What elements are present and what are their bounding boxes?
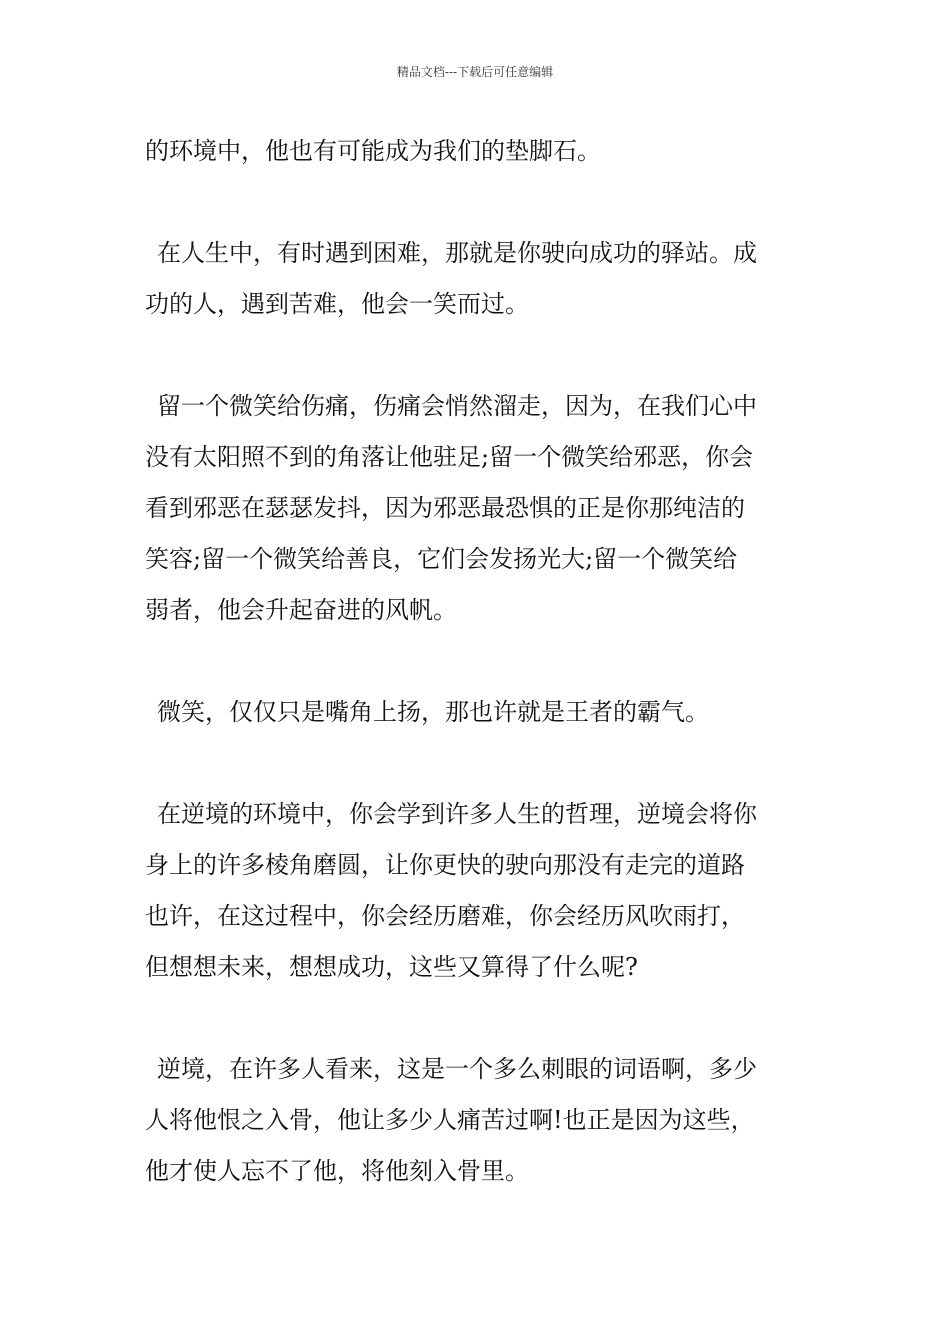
text-line: 的环境中，他也有可能成为我们的垫脚石。: [145, 137, 601, 165]
text-line: 微笑，仅仅只是嘴角上扬，那也许就是王者的霸气。: [157, 698, 709, 726]
text-line: 但想想未来，想想成功，这些又算得了什么呢?: [145, 953, 638, 981]
paragraph-3: [145, 381, 811, 636]
text-line: 也许，在这过程中，你会经历磨难，你会经历风吹雨打，: [145, 902, 745, 930]
paragraph-6: [145, 1044, 811, 1197]
text-line: 他才使人忘不了他，将他刻入骨里。: [145, 1157, 529, 1185]
document-body: [145, 126, 811, 1248]
page-header: 精品文档---下载后可任意编辑: [396, 65, 554, 79]
text-line: 功的人，遇到苦难，他会一笑而过。: [145, 290, 529, 318]
text-line: 身上的许多棱角磨圆，让你更快的驶向那没有走完的道路: [145, 851, 745, 879]
text-line: 留一个微笑给伤痛，伤痛会悄然溜走，因为，在我们心中: [157, 392, 757, 420]
text-line: 在逆境的环境中，你会学到许多人生的哲理，逆境会将你: [157, 800, 757, 828]
text-line: 没有太阳照不到的角落让他驻足;留一个微笑给邪恶，你会: [145, 443, 754, 471]
text-line: 弱者，他会升起奋进的风帆。: [145, 596, 457, 624]
paragraph-5: [145, 789, 811, 993]
paragraph-4: [145, 687, 811, 738]
paragraph-2: [145, 228, 811, 330]
text-line: 看到邪恶在瑟瑟发抖，因为邪恶最恐惧的正是你那纯洁的: [145, 494, 745, 522]
text-line: 逆境，在许多人看来，这是一个多么刺眼的词语啊，多少: [157, 1055, 757, 1083]
text-line: 人将他恨之入骨，他让多少人痛苦过啊!也正是因为这些，: [145, 1106, 755, 1134]
paragraph-1: [145, 126, 811, 177]
text-line: 在人生中，有时遇到困难，那就是你驶向成功的驿站。成: [157, 239, 757, 267]
text-line: 笑容;留一个微笑给善良，它们会发扬光大;留一个微笑给: [145, 545, 738, 573]
